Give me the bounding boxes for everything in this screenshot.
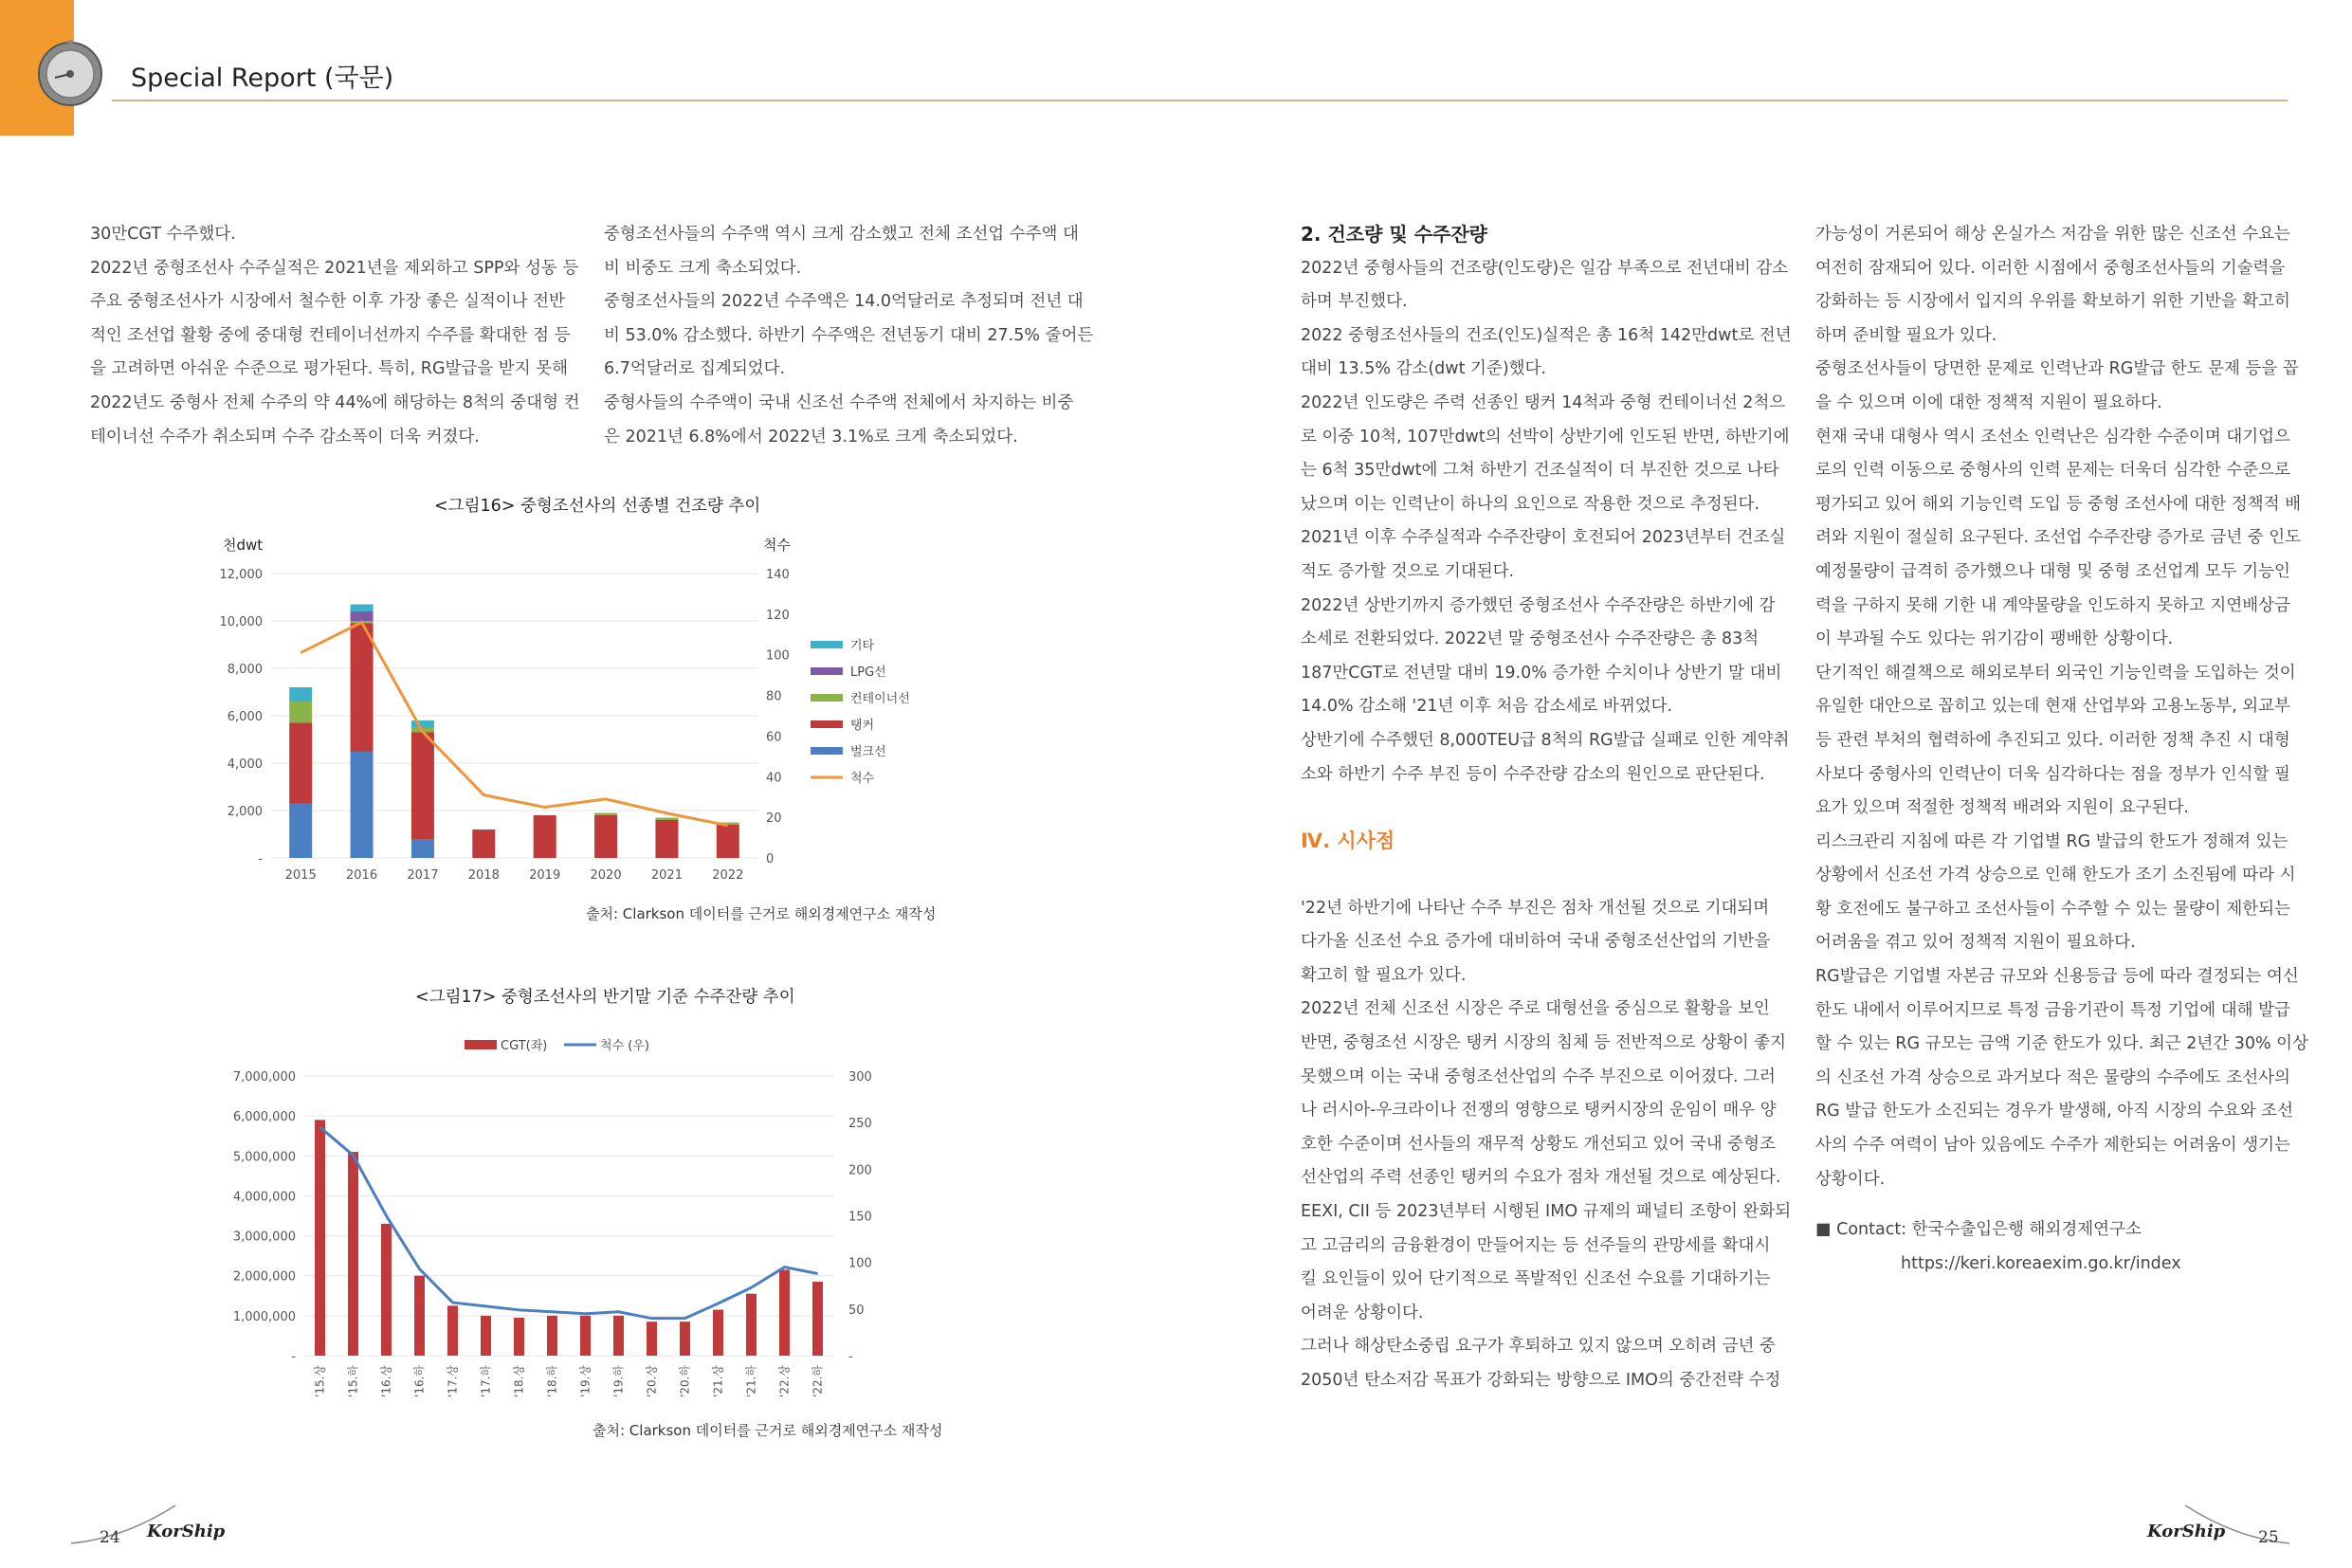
y-tick-right: 140	[766, 568, 790, 582]
x-tick: 2021	[650, 868, 683, 883]
figure-17-chart	[213, 1029, 934, 1408]
figure-16-chart	[213, 531, 972, 901]
text-line: 로의 인력 이동으로 중형사의 인력 문제는 더욱더 심각한 수준으로	[1815, 461, 2290, 481]
text-line: 2022년 상반기까지 증가했던 중형조선사 수주잔량은 하반기에 감	[1301, 595, 1776, 615]
x-tick: '19.하	[611, 1365, 626, 1397]
legend-label: 탱커	[850, 719, 875, 733]
text-line: 어려움을 겪고 있어 정책적 지원이 필요하다.	[1815, 933, 2136, 953]
bar-cgt	[481, 1316, 491, 1356]
text-line: 중형사들의 수주액이 국내 신조선 수주액 전체에서 차지하는 비중	[604, 392, 1074, 412]
text-line: 예정물량이 급격히 증가했으나 대형 및 중형 조선업계 모두 기능인	[1815, 561, 2290, 581]
y-tick-left: -	[291, 1350, 296, 1364]
text-line: 대비 13.5% 감소(dwt 기준)했다.	[1301, 359, 1547, 379]
text-line: 2022년 중형조선사 수주실적은 2021년을 제외하고 SPP와 성동 등	[90, 258, 579, 278]
x-tick: '15.상	[313, 1365, 327, 1397]
text-line: 하며 부진했다.	[1301, 292, 1408, 312]
text-line: 적도 증가할 것으로 기대된다.	[1301, 561, 1515, 581]
contact-line: ■ Contact: 한국수출입은행 해외경제연구소	[1815, 1220, 2142, 1240]
text-line: 하며 준비할 필요가 있다.	[1815, 325, 1997, 345]
text-line: 황 호전에도 불구하고 조선사들이 수주할 수 있는 물량이 제한되는	[1815, 899, 2290, 919]
column-2	[604, 218, 1094, 454]
y-tick-left: -	[258, 852, 263, 866]
contact-label: Contact: 한국수출입은행 해외경제연구소	[1836, 1220, 2142, 1240]
text-line: 단기적인 해결책으로 해외로부터 외국인 기능인력을 도입하는 것이	[1815, 663, 2296, 683]
column-1	[90, 218, 580, 454]
text-line: 고 고금리의 금융환경이 만들어지는 등 선주들의 관망세를 확대시	[1301, 1235, 1771, 1255]
page-number-right: 25	[2258, 1528, 2279, 1547]
text-line: 려와 지원이 절실히 요구된다. 조선업 수주잔량 증가로 금년 중 인도	[1815, 528, 2302, 548]
x-tick: '18.하	[545, 1365, 559, 1397]
bar-기타	[351, 605, 374, 612]
bar-cgt	[547, 1316, 557, 1356]
column-3-paragraphs	[1301, 252, 1792, 793]
bar-탱커	[411, 733, 434, 840]
x-tick: '21.하	[744, 1365, 758, 1397]
text-line: '22년 하반기에 나타난 수주 부진은 점차 개선될 것으로 기대되며	[1301, 898, 1770, 918]
header-rule	[112, 100, 2288, 101]
x-tick: '16.하	[412, 1365, 427, 1397]
bar-cgt	[447, 1305, 458, 1356]
text-line: 확고히 할 필요가 있다.	[1301, 965, 1467, 985]
x-tick: 2019	[529, 868, 561, 883]
bar-컨테이너선	[655, 818, 678, 821]
text-line: 은 2021년 6.8%에서 2022년 3.1%로 크게 축소되었다.	[604, 427, 1018, 447]
bar-cgt	[746, 1294, 757, 1356]
korship-logo-left: KorShip	[147, 1522, 226, 1541]
text-line: 2022년도 중형사 전체 수주의 약 44%에 해당하는 8척의 중대형 컨	[90, 392, 580, 412]
text-line: 력을 구하지 못해 기한 내 계약물량을 인도하지 못하고 지연배상금	[1815, 595, 2290, 615]
text-line: 할 수 있는 RG 규모는 금액 기준 한도가 있다. 최근 2년간 30% 이상	[1815, 1034, 2308, 1054]
y-tick-left: 6,000	[227, 710, 263, 724]
bar-cgt	[713, 1310, 723, 1356]
bar-컨테이너선	[594, 813, 617, 816]
bar-탱커	[472, 830, 495, 858]
x-tick: '18.상	[512, 1365, 526, 1397]
text-line: 테이너선 수주가 취소되며 수주 감소폭이 더욱 커졌다.	[90, 427, 480, 447]
y-tick-right: 60	[766, 730, 782, 745]
text-line: 요가 있으며 적절한 정책적 배려와 지원이 요구된다.	[1815, 798, 2189, 818]
bar-cgt	[613, 1316, 624, 1356]
text-line: 중형조선사들의 2022년 수주액은 14.0억달러로 추정되며 전년 대	[604, 292, 1084, 312]
x-tick: 2018	[467, 868, 500, 883]
bar-cgt	[580, 1316, 591, 1356]
text-line: 중형조선사들의 수주액 역시 크게 감소했고 전체 조선업 수주액 대	[604, 225, 1079, 244]
y-tick-left: 1,000,000	[232, 1309, 296, 1324]
bar-cgt	[680, 1322, 690, 1356]
bar-cgt	[514, 1318, 524, 1356]
x-tick: '20.상	[645, 1365, 659, 1397]
text-line: 소와 하반기 수주 부진 등이 수주잔량 감소의 원인으로 판단된다.	[1301, 764, 1765, 784]
bar-벌크선	[351, 752, 374, 859]
legend-swatch	[811, 694, 843, 702]
section-heading-2: 2. 건조량 및 수주잔량	[1301, 223, 1487, 246]
text-line: 187만CGT로 전년말 대비 19.0% 증가한 수치이나 상반기 말 대비	[1301, 663, 1782, 683]
x-tick: '22.상	[777, 1365, 792, 1397]
x-tick: '17.하	[479, 1365, 493, 1397]
x-tick: '17.상	[446, 1365, 460, 1397]
text-line: RG 발급 한도가 소진되는 경우가 발생해, 아직 시장의 수요와 조선	[1815, 1102, 2293, 1121]
bar-cgt	[779, 1269, 790, 1356]
y-tick-left: 4,000	[227, 757, 263, 772]
text-line: 는 6척 35만dwt에 그쳐 하반기 건조실적이 더 부진한 것으로 나타	[1301, 461, 1779, 481]
text-line: 여전히 잠재되어 있다. 이러한 시점에서 중형조선사들의 기술력을	[1815, 258, 2286, 278]
text-line: 비 53.0% 감소했다. 하반기 수주액은 전년동기 대비 27.5% 줄어든	[604, 325, 1094, 345]
text-line: 사의 수주 여력이 남아 있음에도 수주가 제한되는 어려움이 생기는	[1815, 1136, 2290, 1156]
bar-컨테이너선	[289, 702, 312, 723]
y-tick-right: 20	[766, 811, 782, 827]
legend-swatch	[811, 720, 843, 728]
y-tick-right: 300	[848, 1070, 872, 1085]
y-tick-left: 7,000,000	[232, 1070, 296, 1085]
y-tick-right: 0	[766, 852, 775, 866]
bar-벌크선	[411, 839, 434, 858]
y-axis-right-label: 척수	[763, 537, 791, 554]
figure-16-caption: <그림16> 중형조선사의 선종별 건조량 추이	[434, 497, 761, 516]
legend-label: 척수 (우)	[600, 1039, 649, 1053]
x-tick: '22.하	[811, 1365, 825, 1397]
y-tick-left: 6,000,000	[232, 1110, 296, 1125]
x-tick: '21.상	[711, 1365, 725, 1397]
x-tick: 2017	[407, 868, 439, 883]
y-tick-right: 100	[848, 1256, 872, 1271]
page-title: Special Report (국문)	[131, 64, 394, 93]
text-line: 강화하는 등 시장에서 입지의 우위를 확보하기 위한 기반을 확고히	[1815, 292, 2290, 312]
text-line: 14.0% 감소해 '21년 이후 처음 감소세로 바뀌었다.	[1301, 697, 1673, 717]
column-4	[1815, 218, 2308, 1281]
y-tick-left: 10,000	[219, 615, 263, 629]
text-line: EEXI, CII 등 2023년부터 시행된 IMO 규제의 패널티 조항이 완화되	[1301, 1202, 1792, 1222]
compass-icon	[36, 40, 104, 108]
y-tick-left: 3,000,000	[232, 1230, 296, 1245]
y-tick-right: 200	[848, 1163, 872, 1178]
bar-벌크선	[289, 804, 312, 859]
figure-17-caption: <그림17> 중형조선사의 반기말 기준 수주잔량 추이	[415, 988, 795, 1007]
bar-cgt	[647, 1322, 657, 1356]
bar-탱커	[655, 820, 678, 858]
x-tick: '15.하	[346, 1365, 360, 1397]
text-line: 반면, 중형조선 시장은 탱커 시장의 침체 등 전반적으로 상황이 좋지	[1301, 1033, 1787, 1053]
bar-탱커	[717, 825, 739, 858]
text-line: 한도 내에서 이루어지므로 특정 금융기관이 특정 기업에 대해 발급	[1815, 1000, 2290, 1020]
text-line: 2050년 탄소저감 목표가 강화되는 방향으로 IMO의 중간전략 수정	[1301, 1371, 1781, 1390]
text-line: 주요 중형조선사가 시장에서 철수한 이후 가장 좋은 실적이나 전반	[90, 292, 565, 312]
text-line: 그러나 해상탄소중립 요구가 후퇴하고 있지 않으며 오히려 금년 중	[1301, 1337, 1776, 1357]
text-line: 못했으며 이는 국내 중형조선산업의 수주 부진으로 이어졌다. 그러	[1301, 1067, 1776, 1086]
x-tick: 2022	[712, 868, 744, 883]
text-line: 어려운 상황이다.	[1301, 1303, 1424, 1322]
text-line: 리스크관리 지침에 따른 각 기업별 RG 발급의 한도가 정해져 있는	[1815, 831, 2288, 851]
text-line: 이 부과될 수도 있다는 위기감이 팽배한 상황이다.	[1815, 629, 2174, 649]
bar-탱커	[351, 624, 374, 752]
text-line: 2022 중형조선사들의 건조(인도)실적은 총 16척 142만dwt로 전년	[1301, 325, 1792, 345]
figure-16-source: 출처: Clarkson 데이터를 근거로 해외경제연구소 재작성	[586, 905, 937, 922]
y-tick-left: 2,000	[227, 805, 263, 819]
text-line: 상반기에 수주했던 8,000TEU급 8척의 RG발급 실패로 인한 계약취	[1301, 730, 1790, 750]
legend-swatch	[811, 641, 843, 648]
text-line: 을 수 있으며 이에 대한 정책적 지원이 필요하다.	[1815, 392, 2162, 412]
text-line: 로 이중 10척, 107만dwt의 선박이 상반기에 인도된 반면, 하반기에	[1301, 427, 1790, 447]
legend-swatch	[465, 1040, 497, 1049]
x-tick: '19.상	[578, 1365, 593, 1397]
x-tick: 2020	[590, 868, 622, 883]
figure-17-source: 출처: Clarkson 데이터를 근거로 해외경제연구소 재작성	[593, 1422, 943, 1439]
column-3	[1301, 218, 1792, 1398]
y-tick-right: 120	[766, 608, 790, 623]
section-heading-4: Ⅳ. 시사점	[1301, 830, 1395, 853]
y-tick-left: 8,000	[227, 663, 263, 677]
text-line: 2022년 중형사들의 건조량(인도량)은 일감 부족으로 전년대비 감소	[1301, 258, 1789, 278]
text-line: 적인 조선업 활황 중에 중대형 컨테이너선까지 수주를 확대한 점 등	[90, 325, 571, 345]
y-tick-right: 250	[848, 1117, 872, 1132]
text-line: 사보다 중형사의 인력난이 더욱 심각하다는 점을 정부가 인식할 필	[1815, 764, 2290, 784]
bar-cgt	[414, 1276, 425, 1356]
text-line: 상황이다.	[1815, 1169, 1886, 1189]
x-tick: '20.하	[678, 1365, 692, 1397]
text-line: 등 관련 부처의 협력하에 추진되고 있다. 이러한 정책 추진 시 대형	[1815, 730, 2290, 750]
korship-logo-right: KorShip	[2147, 1522, 2226, 1541]
text-line: 30만CGT 수주했다.	[90, 225, 236, 244]
text-line: 났으며 이는 인력난이 하나의 요인으로 작용한 것으로 추정된다.	[1301, 494, 1760, 514]
text-line: 다가올 신조선 수요 증가에 대비하여 국내 중형조선산업의 기반을	[1301, 932, 1771, 952]
text-line: 6.7억달러로 집계되었다.	[604, 359, 786, 379]
legend-label: 척수	[850, 772, 875, 786]
y-tick-right: 50	[848, 1303, 865, 1318]
text-line: 유일한 대안으로 꼽히고 있는데 현재 산업부와 고용노동부, 외교부	[1815, 697, 2290, 717]
bar-cgt	[315, 1120, 325, 1356]
y-tick-right: 40	[766, 771, 782, 786]
text-line: 호한 수준이며 선사들의 재무적 상황도 개선되고 있어 국내 중형조	[1301, 1134, 1776, 1154]
text-line: 선산업의 주력 선종인 탱커의 수요가 점차 개선될 것으로 예상된다.	[1301, 1168, 1781, 1188]
x-tick: 2016	[346, 868, 378, 883]
y-tick-right: 150	[848, 1210, 872, 1225]
page-number-left: 24	[100, 1528, 120, 1547]
y-tick-left: 5,000,000	[232, 1150, 296, 1165]
legend-swatch	[811, 747, 843, 755]
text-line: 2021년 이후 수주실적과 수주잔량이 호전되어 2023년부터 건조실	[1301, 528, 1786, 548]
text-line: 의 신조선 가격 상승으로 과거보다 적은 물량의 수주에도 조선사의	[1815, 1067, 2290, 1087]
text-line: 상황에서 신조선 가격 상승으로 인해 한도가 조기 소진됨에 따라 시	[1815, 866, 2296, 885]
y-tick-right: 100	[766, 648, 790, 664]
legend-label: CGT(좌)	[501, 1039, 548, 1053]
text-line: 킬 요인들이 있어 단기적으로 폭발적인 신조선 수요를 기대하기는	[1301, 1269, 1771, 1289]
text-line: 2022년 전체 신조선 시장은 주로 대형선을 중심으로 활황을 보인	[1301, 999, 1770, 1019]
text-line: 현재 국내 대형사 역시 조선소 인력난은 심각한 수준이며 대기업으	[1815, 427, 2290, 447]
x-tick: 2015	[284, 868, 317, 883]
y-tick-left: 12,000	[219, 568, 263, 582]
bar-탱커	[534, 815, 556, 858]
bar-cgt	[348, 1152, 358, 1356]
text-line: 소세로 전환되었다. 2022년 말 중형조선사 수주잔량은 총 83척	[1301, 629, 1759, 649]
text-line: RG발급은 기업별 자본금 규모와 신용등급 등에 따라 결정되는 여신	[1815, 967, 2299, 987]
bar-LPG선	[351, 611, 374, 621]
bar-cgt	[812, 1282, 823, 1356]
y-tick-left: 4,000,000	[232, 1190, 296, 1205]
text-line: 을 고려하면 아쉬운 수준으로 평가된다. 특히, RG발급을 받지 못해	[90, 359, 568, 379]
bar-cgt	[381, 1224, 392, 1356]
bar-기타	[289, 687, 312, 702]
text-line: 비 비중도 크게 축소되었다.	[604, 258, 802, 278]
y-tick-left: 2,000,000	[232, 1269, 296, 1285]
bar-기타	[411, 720, 434, 728]
y-axis-left-label: 천dwt	[223, 537, 264, 554]
text-line: 가능성이 거론되어 해상 온실가스 저감을 위한 많은 신조선 수요는	[1815, 225, 2290, 244]
legend-swatch	[811, 667, 843, 675]
text-line: 나 러시아-우크라이나 전쟁의 영향으로 탱커시장의 운임이 매우 양	[1301, 1101, 1777, 1121]
column-4-paragraphs	[1815, 218, 2308, 1196]
legend-label: 벌크선	[850, 745, 886, 759]
text-line: 2022년 인도량은 주력 선종인 탱커 14척과 중형 컨테이너선 2척으	[1301, 392, 1786, 412]
text-line: 중형조선사들이 당면한 문제로 인력난과 RG발급 한도 문제 등을 꼽	[1815, 359, 2299, 379]
bar-탱커	[594, 815, 617, 858]
contact-url[interactable]: https://keri.koreaexim.go.kr/index	[1901, 1253, 2181, 1273]
legend-label: 컨테이너선	[850, 692, 910, 706]
bar-탱커	[289, 723, 312, 804]
y-tick-right: 80	[766, 689, 782, 704]
text-line: 평가되고 있어 해외 기능인력 도입 등 중형 조선사에 대한 정책적 배	[1815, 494, 2302, 514]
column-3b-paragraphs	[1301, 892, 1792, 1398]
y-tick-right: -	[848, 1350, 853, 1364]
legend-label: LPG선	[850, 665, 886, 680]
x-tick: '16.상	[379, 1365, 393, 1397]
legend-label: 기타	[850, 639, 875, 653]
